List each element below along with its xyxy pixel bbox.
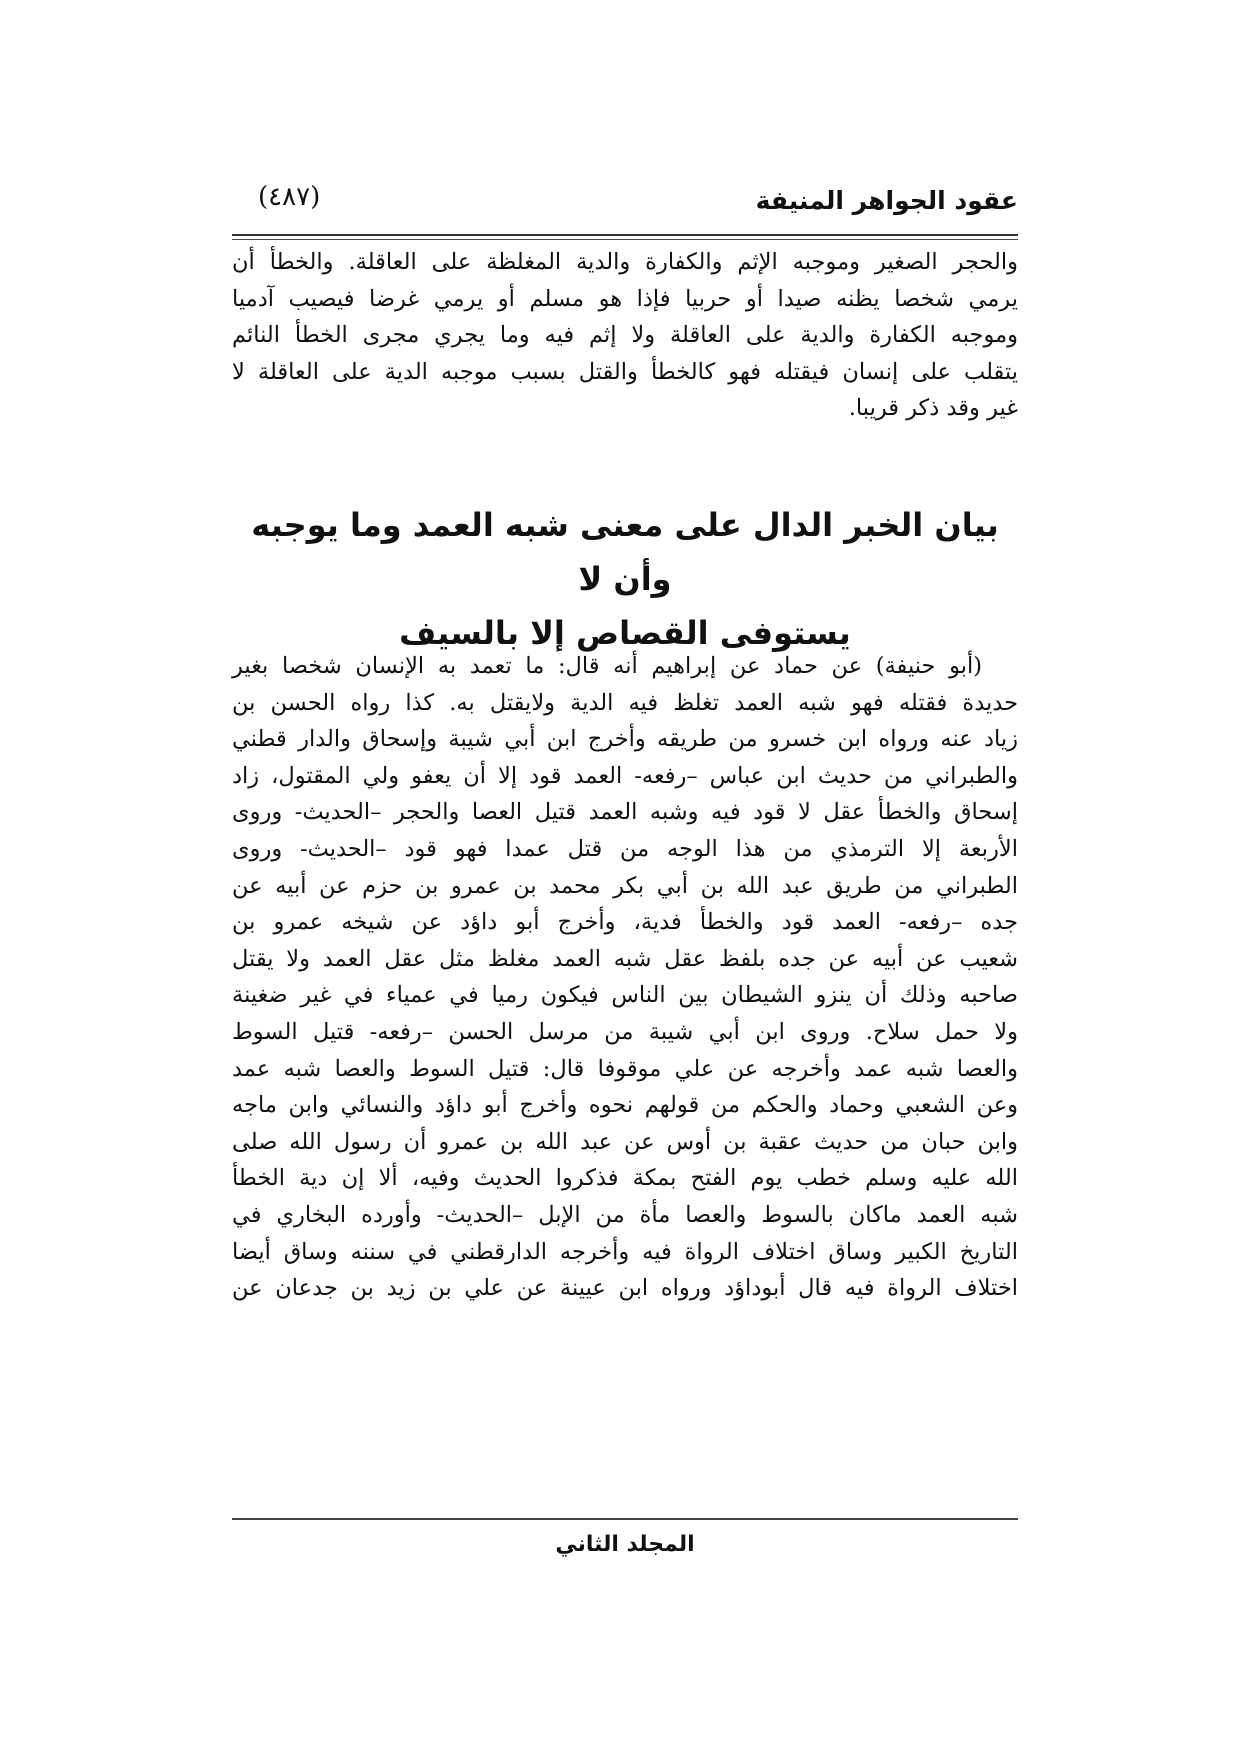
text-line: الأربعة إلا الترمذي من هذا الوجه من قتل عمدا فهو قود –الحديث- وروى [232,835,1018,862]
text-line: يتقلب على إنسان فيقتله فهو كالخطأ والقتل بسبب موجبه الدية على العاقلة لا [232,358,1018,385]
main-paragraph [232,648,1018,1307]
text-line: (أبو حنيفة) عن حماد عن إبراهيم أنه قال: ما تعمد به الإنسان شخصا بغير [232,653,982,679]
text-line: الله عليه وسلم خطب يوم الفتح بمكة فذكروا الحديث وفيه، ألا إن دية الخطأ [232,1165,1018,1192]
header-double-rule [232,234,1018,240]
text-line: الطبراني من طريق عبد الله بن أبي بكر محمد بن عمرو بن حزم عن أبيه عن [232,872,1018,899]
text-line: جده –رفعه- العمد قود والخطأ فدية، وأخرج أبو داؤد عن شيخه عمرو بن [232,909,1018,936]
text-line: زياد عنه ورواه ابن خسرو من طريقه وأخرج ابن أبي شيبة وإسحاق والدار قطني [232,726,1018,753]
text-line: والعصا شبه عمد وأخرجه عن علي موقوفا قال: قتيل السوط والعصا شبه عمد [232,1055,1018,1082]
text-line: شبه العمد ماكان بالسوط والعصا مأة من الإبل –الحديث- وأورده البخاري في [232,1201,1018,1228]
text-line: غير وقد ذكر قريبا. [848,395,1018,422]
text-line: وموجبه الكفارة والدية على العاقلة ولا إثم فيه وما يجري مجرى الخطأ النائم [232,322,1018,349]
running-footer [232,1532,1018,1557]
text-line: والطبراني من حديث ابن عباس –رفعه- العمد قود إلا أن يعفو ولي المقتول، زاد [232,762,1018,789]
text-line: والحجر الصغير وموجبه الإثم والكفارة والدية المغلظة على العاقلة. والخطأ أن [232,249,1018,275]
section-heading-line-1: بيان الخبر الدال على معنى شبه العمد وما يوجبه وأن لا [251,506,999,598]
text-line: حديدة فقتله فهو شبه العمد تغلظ فيه الدية ولايقتل به. كذا رواه الحسن بن [232,689,1018,716]
text-line: شعيب عن أبيه عن جده بلفظ عقل شبه العمد مغلظ مثل عقل العمد ولا يقتل [232,945,1018,972]
book-title: عقود الجواهر المنيفة [755,186,1018,215]
text-line: يرمي شخصا يظنه صيدا أو حربيا فإذا هو مسلم أو يرمي غرضا فيصيب آدميا [232,285,1018,312]
running-header [232,182,1018,226]
footer-rule [232,1518,1018,1520]
text-line: صاحبه وذلك أن ينزو الشيطان بين الناس فيكون رميا في عمياء في غير ضغينة [232,982,1018,1009]
section-heading-line-2: يستوفى القصاص إلا بالسيف [399,614,851,652]
text-line: اختلاف الرواة فيه قال أبوداؤد ورواه ابن عيينة عن علي بن زيد بن جدعان عن [232,1275,1018,1302]
volume-label: المجلد الثاني [555,1532,695,1557]
text-line: التاريخ الكبير وساق اختلاف الرواة فيه وأخرجه الدارقطني في سننه وساق أيضا [232,1238,1018,1265]
section-heading [232,498,1018,660]
intro-paragraph [232,244,1018,427]
page-number: (٤٨٧) [258,182,321,212]
text-line: وعن الشعبي وحماد والحكم من قولهم نحوه وأخرج أبو داؤد والنسائي وابن ماجه [232,1092,1018,1119]
text-line: وابن حبان من حديث عقبة بن أوس عن عبد الله بن عمرو أن رسول الله صلى [232,1128,1018,1155]
text-line: إسحاق والخطأ عقل لا قود فيه وشبه العمد قتيل العصا والحجر –الحديث- وروى [232,799,1018,826]
text-line: ولا حمل سلاح. وروى ابن أبي شيبة من مرسل الحسن –رفعه- قتيل السوط [232,1018,1018,1045]
